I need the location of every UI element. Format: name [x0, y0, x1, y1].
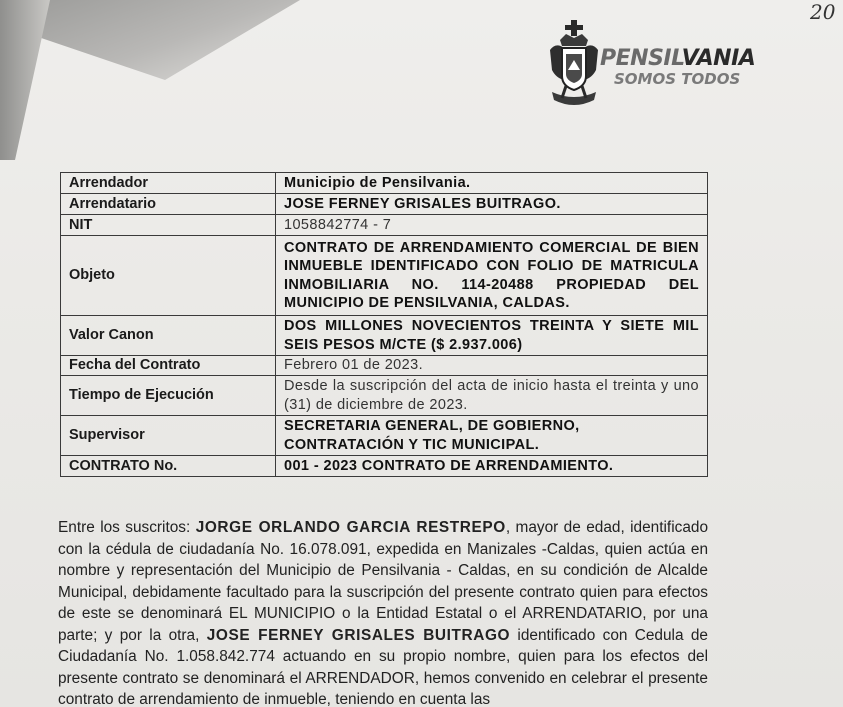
municipality-logo	[548, 20, 788, 112]
row-value: 1058842774 - 7	[276, 215, 708, 236]
row-label: Fecha del Contrato	[61, 356, 276, 376]
row-value: CONTRATO DE ARRENDAMIENTO COMERCIAL DE BIEN INMUEBLE IDENTIFICADO CON FOLIO DE MATRICULA INMOBILIARIA NO. 114-20488 PROPIEDAD DEL MUNICIPIO DE PENSILVANIA, CALDAS.	[276, 236, 708, 316]
body-text-segment: identificado con Cedula de Ciudadanía No. 1.058.842.774 actuando en su propio nombre, quien para los efectos del presente contrato se denominará el ARRENDADOR, hemos convenido en celebrar el presente contrato de arrendamiento de inmueble, teniendo en cuenta las	[58, 626, 708, 707]
row-value: SECRETARIA GENERAL, DE GOBIERNO, CONTRATACIÓN Y TIC MUNICIPAL.	[276, 416, 708, 456]
body-text-segment: , mayor de edad, identificado con la cédula de ciudadanía No. 16.078.091, expedida en Manizales -Caldas, quien actúa en nombre y representación del Municipio de Pensilvania - Caldas, en su condición de Alcalde Municipal, debidamente facultado para la suscripción del presente contrato quien para efectos de este se denominará EL MUNICIPIO o la Entidad Estatal o el ARRENDATARIO, por una parte; y por la otra,	[58, 519, 709, 644]
mayor-name: JORGE ORLANDO GARCIA RESTREPO	[195, 519, 506, 536]
table-row	[61, 356, 708, 376]
logo-wordmark-part2: VANIA	[681, 46, 756, 71]
row-label: CONTRATO No.	[61, 456, 276, 477]
table-row	[61, 236, 708, 316]
lessor-name: JOSE FERNEY GRISALES BUITRAGO	[206, 626, 511, 644]
row-value: 001 - 2023 CONTRATO DE ARRENDAMIENTO.	[276, 456, 708, 477]
row-value: Febrero 01 de 2023.	[276, 356, 708, 376]
table-row	[61, 173, 708, 194]
logo-tagline: SOMOS TODOS	[614, 70, 741, 88]
logo-wordmark-part1: PENSIL	[600, 46, 682, 71]
row-value: DOS MILLONES NOVECIENTOS TREINTA Y SIETE MIL SEIS PESOS M/CTE ($ 2.937.006)	[276, 316, 708, 356]
table-row	[61, 416, 708, 456]
row-label: Objeto	[61, 236, 276, 316]
coat-of-arms-icon	[548, 20, 600, 112]
row-label: Valor Canon	[61, 316, 276, 356]
body-text-segment: Entre los suscritos:	[58, 519, 196, 536]
contract-summary-table	[60, 172, 708, 477]
contract-body-paragraph	[58, 517, 708, 707]
table-row	[61, 215, 708, 236]
row-label: Tiempo de Ejecución	[61, 376, 276, 416]
row-label: Supervisor	[61, 416, 276, 456]
row-label: Arrendador	[61, 173, 276, 194]
row-value: Desde la suscripción del acta de inicio hasta el treinta y uno (31) de diciembre de 2023.	[276, 376, 708, 416]
page-number: 20	[810, 0, 836, 24]
row-value: JOSE FERNEY GRISALES BUITRAGO.	[276, 194, 708, 215]
table-row	[61, 376, 708, 416]
row-label: NIT	[61, 215, 276, 236]
logo-wordmark	[600, 46, 755, 71]
table-row	[61, 316, 708, 356]
row-label: Arrendatario	[61, 194, 276, 215]
table-row	[61, 456, 708, 477]
row-value: Municipio de Pensilvania.	[276, 173, 708, 194]
table-row	[61, 194, 708, 215]
page-edge-shadow	[0, 0, 50, 160]
